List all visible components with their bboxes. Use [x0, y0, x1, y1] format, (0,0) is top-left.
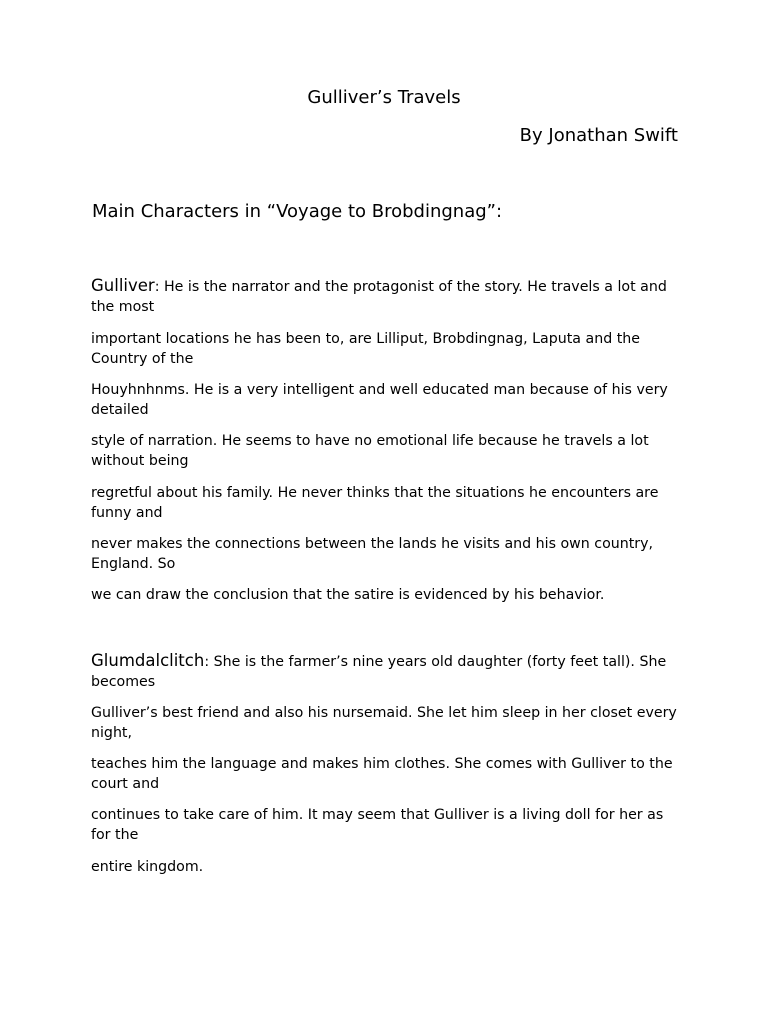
- gulliver-paragraph-4: style of narration. He seems to have no emotional life because he travels a lot without being: [91, 433, 649, 469]
- glumdalclitch-paragraph-4: continues to take care of him. It may seem that Gulliver is a living doll for her as for the: [91, 807, 664, 843]
- glumdalclitch-paragraph-2: Gulliver’s best friend and also his nursemaid. She let him sleep in her closet every night,: [91, 705, 677, 741]
- gulliver-paragraph-3: Houyhnhnms. He is a very intelligent and well educated man because of his very detailed: [91, 382, 668, 418]
- glumdalclitch-paragraph-1: [91, 651, 681, 692]
- gulliver-paragraph-5: regretful about his family. He never thinks that the situations he encounters are funny and: [91, 485, 659, 521]
- document-title: Gulliver’s Travels: [307, 87, 461, 108]
- gulliver-paragraph-6: never makes the connections between the lands he visits and his own country, England. So: [91, 536, 654, 572]
- paragraph-text: : She is the farmer’s nine years old daughter (forty feet tall). She becomes: [91, 654, 667, 690]
- document-author: By Jonathan Swift: [519, 125, 678, 146]
- section-heading: Main Characters in “Voyage to Brobdingnag”:: [92, 201, 503, 222]
- character-name-glumdalclitch: Glumdalclitch: [91, 651, 205, 670]
- gulliver-paragraph-2: important locations he has been to, are Lilliput, Brobdingnag, Laputa and the Country of the: [91, 331, 640, 367]
- paragraph-text: : He is the narrator and the protagonist of the story. He travels a lot and the most: [91, 279, 667, 315]
- glumdalclitch-paragraph-3: teaches him the language and makes him clothes. She comes with Gulliver to the court and: [91, 756, 673, 792]
- glumdalclitch-paragraph-5: entire kingdom.: [91, 859, 204, 875]
- character-name-gulliver: Gulliver: [91, 276, 155, 295]
- gulliver-paragraph-1: [91, 276, 681, 317]
- gulliver-paragraph-7: we can draw the conclusion that the satire is evidenced by his behavior.: [91, 587, 605, 603]
